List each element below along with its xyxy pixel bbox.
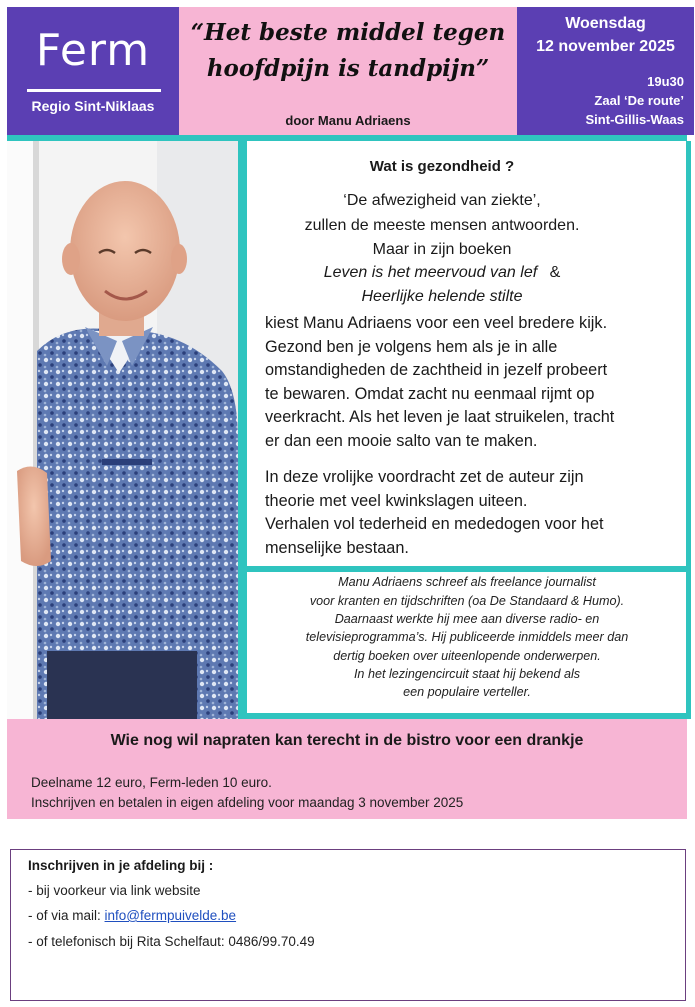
- paragraph-line: theorie met veel kwinkslagen uiteen.: [265, 491, 528, 510]
- registration-option-phone: - of telefonisch bij Rita Schelfaut: 0486/99.70.49: [28, 934, 315, 949]
- bio-line: televisieprogramma’s. Hij publiceerde inmiddels meer dan: [305, 630, 629, 644]
- paragraph-line: Gezond ben je volgens hem als je in alle: [265, 337, 558, 356]
- registration-option-website: - bij voorkeur via link website: [28, 883, 201, 898]
- description-paragraph-2: [265, 466, 687, 560]
- speaker-bio: [247, 574, 687, 712]
- bistro-note: Wie nog wil napraten kan terecht in de bistro voor een drankje: [110, 732, 584, 749]
- description-paragraph-1: [265, 312, 687, 453]
- logo-underline: [27, 89, 161, 92]
- teal-bio-divider: [247, 566, 687, 572]
- bio-line: Manu Adriaens schreef als freelance journalist: [338, 575, 596, 589]
- intro-line: ‘De afwezigheid van ziekte’,: [343, 192, 541, 209]
- registration-deadline: Inschrijven en betalen in eigen afdeling voor maandag 3 november 2025: [31, 795, 464, 810]
- event-time: 19u30: [647, 74, 684, 89]
- ferm-logo-block: [7, 7, 179, 135]
- section-question-heading: Wat is gezondheid ?: [369, 158, 515, 175]
- speaker-photo: [7, 141, 238, 719]
- event-date: 12 november 2025: [536, 38, 675, 55]
- email-link[interactable]: info@fermpuivelde.be: [104, 908, 237, 923]
- practical-info-band: [7, 719, 687, 819]
- registration-box: [10, 849, 686, 1001]
- title-block: [179, 7, 517, 135]
- lecture-title-line-2: hoofdpijn is tandpijn”: [206, 55, 490, 82]
- paragraph-line: Verhalen vol tederheid en mededogen voor het: [265, 515, 604, 533]
- bio-line: Daarnaast werkte hij mee aan diverse radio- en: [334, 612, 600, 626]
- paragraph-line: kiest Manu Adriaens voor een veel bredere kijk.: [265, 314, 608, 332]
- lecture-title: [183, 15, 513, 87]
- mail-prefix: - of via mail:: [28, 908, 105, 923]
- intro-line: Maar in zijn boeken: [372, 241, 512, 258]
- bio-line: dertig boeken over uiteenlopende onderwerpen.: [333, 649, 601, 663]
- bio-line: In het lezingencircuit staat hij bekend als: [353, 667, 581, 681]
- book-title-2: Heerlijke helende stilte: [361, 288, 523, 305]
- paragraph-line: omstandigheden de zachtheid in jezelf probeert: [265, 361, 608, 379]
- event-town: Sint-Gillis-Waas: [585, 112, 684, 127]
- ampersand: &: [549, 264, 561, 281]
- lecture-title-line-1: “Het beste middel tegen: [190, 19, 506, 46]
- bio-line: voor kranten en tijdschriften (oa De Standaard & Humo).: [309, 594, 625, 608]
- ferm-logo: Ferm: [35, 25, 151, 76]
- intro-line: zullen de meeste mensen antwoorden.: [304, 217, 580, 234]
- registration-heading: Inschrijven in je afdeling bij :: [28, 858, 214, 873]
- book-title-1: Leven is het meervoud van lef: [323, 264, 538, 281]
- speaker-byline: door Manu Adriaens: [285, 113, 411, 128]
- paragraph-line: te bewaren. Omdat zacht nu eenmaal rijmt op: [265, 384, 595, 403]
- region-label: Regio Sint-Niklaas: [31, 98, 155, 114]
- paragraph-line: er dan een mooie salto van te maken.: [265, 431, 538, 450]
- event-venue: Zaal ‘De route’: [594, 93, 684, 108]
- paragraph-line: In deze vrolijke voordracht zet de auteur zijn: [265, 468, 584, 486]
- book-title-line: [247, 264, 637, 282]
- paragraph-line: menselijke bestaan.: [265, 538, 409, 557]
- portrait-photo: [7, 141, 238, 719]
- price-info: Deelname 12 euro, Ferm-leden 10 euro.: [31, 775, 272, 790]
- bio-line: een populaire verteller.: [403, 685, 531, 699]
- teal-photo-divider: [238, 141, 247, 719]
- description-panel: [247, 145, 687, 563]
- paragraph-line: veerkracht. Als het leven je laat struikelen, tracht: [265, 408, 615, 426]
- event-day: Woensdag: [565, 15, 646, 32]
- registration-option-mail: [28, 908, 236, 923]
- event-details-block: [517, 7, 694, 135]
